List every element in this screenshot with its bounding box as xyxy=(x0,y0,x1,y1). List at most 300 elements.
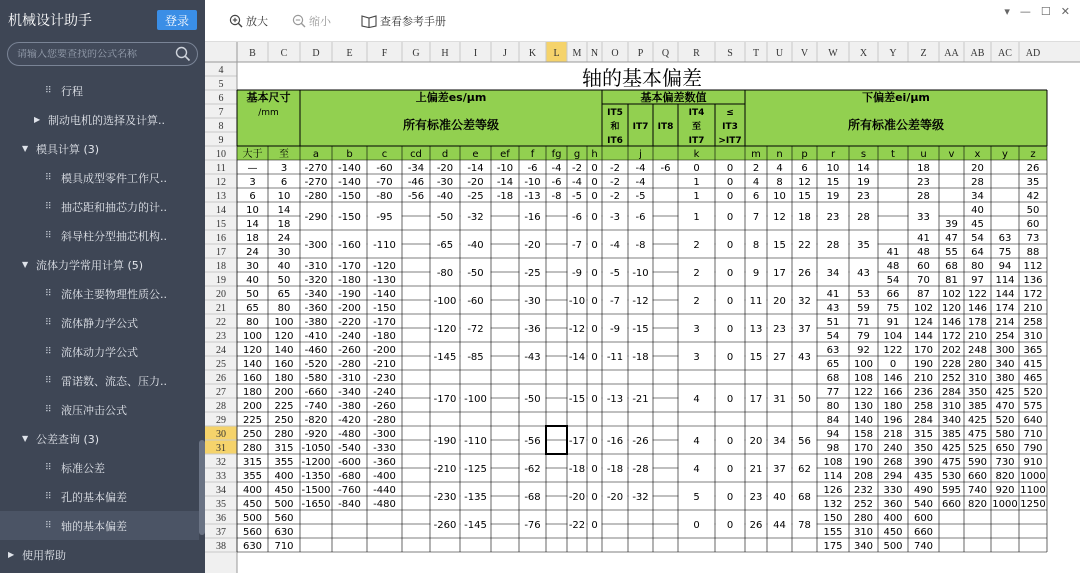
data-cell: 310 xyxy=(853,527,874,538)
data-cell: 14 xyxy=(246,219,259,230)
data-cell: 21 xyxy=(749,464,763,475)
data-cell: 126 xyxy=(823,485,843,496)
deviation-letter: f xyxy=(530,149,535,160)
data-cell: 475 xyxy=(967,429,988,440)
data-cell: -280 xyxy=(338,359,361,370)
tree-item-label: 雷诺数、流态、压力.. xyxy=(61,374,167,388)
deviation-letter: p xyxy=(801,149,808,160)
data-cell: -6 xyxy=(551,177,562,188)
data-cell: 18 xyxy=(277,219,291,230)
data-cell: 19 xyxy=(826,191,840,202)
data-cell: -340 xyxy=(304,289,328,300)
data-cell: -40 xyxy=(467,240,484,251)
data-cell: 37 xyxy=(773,464,786,475)
data-cell: 112 xyxy=(1023,261,1043,272)
data-cell: -14 xyxy=(568,352,586,363)
data-cell: 1000 xyxy=(992,499,1018,510)
data-cell: 54 xyxy=(886,275,900,286)
data-cell: 108 xyxy=(853,373,874,384)
data-cell: 87 xyxy=(917,289,930,300)
row-header: 8 xyxy=(218,121,224,132)
data-cell: 23 xyxy=(773,324,786,335)
data-cell: 248 xyxy=(967,345,988,356)
data-cell: 14 xyxy=(277,205,291,216)
data-cell: 202 xyxy=(941,345,962,356)
data-cell: 92 xyxy=(857,345,870,356)
deviation-letter: r xyxy=(830,149,836,160)
data-cell: -210 xyxy=(433,464,457,475)
data-cell: 525 xyxy=(967,443,988,454)
expand-down-icon[interactable]: ▼ xyxy=(22,260,29,269)
column-header: AB xyxy=(970,48,985,59)
basic-deviation-header: 基本偏差数值 xyxy=(640,91,707,104)
data-cell: -230 xyxy=(433,492,457,503)
upper-deviation-header: 上偏差es/μm xyxy=(415,91,487,104)
deviation-letter: s xyxy=(860,149,867,160)
row-header: 26 xyxy=(216,373,226,384)
data-cell: -260 xyxy=(338,345,361,356)
data-cell: -12 xyxy=(568,324,586,335)
it8-header: IT8 xyxy=(657,122,674,132)
data-cell: -150 xyxy=(338,191,361,202)
data-cell: -16 xyxy=(606,436,624,447)
data-cell: -240 xyxy=(338,331,361,342)
data-cell: -50 xyxy=(467,268,484,279)
tree-item[interactable] xyxy=(0,308,199,337)
data-cell: -480 xyxy=(373,499,396,510)
data-cell: 250 xyxy=(274,415,294,426)
data-cell: 15 xyxy=(749,352,763,363)
data-cell: 100 xyxy=(242,331,263,342)
data-cell: 24 xyxy=(277,233,291,244)
data-cell: 4 xyxy=(693,394,700,405)
data-cell: -80 xyxy=(376,191,393,202)
expand-right-icon[interactable]: ▶ xyxy=(8,550,15,559)
data-cell: 28 xyxy=(857,212,870,223)
data-cell: -200 xyxy=(373,345,396,356)
item-dots-icon: ⠿ xyxy=(45,230,51,241)
data-cell: 65 xyxy=(277,289,291,300)
data-cell: -280 xyxy=(304,191,328,202)
row-header: 36 xyxy=(216,513,226,524)
column-header: L xyxy=(553,48,560,59)
data-cell: -80 xyxy=(436,268,454,279)
column-header: T xyxy=(752,48,760,59)
data-cell: 35 xyxy=(857,240,870,251)
data-cell: 28 xyxy=(826,240,840,251)
tree-item[interactable] xyxy=(0,192,199,221)
data-cell: 385 xyxy=(967,401,988,412)
row-header: 25 xyxy=(216,359,226,370)
data-cell: 190 xyxy=(853,457,874,468)
data-cell: 102 xyxy=(941,289,962,300)
data-cell: 160 xyxy=(242,373,263,384)
data-cell: 660 xyxy=(913,527,934,538)
row-header: 31 xyxy=(216,443,226,454)
data-cell: -300 xyxy=(304,240,328,251)
deviation-letter: y xyxy=(1002,149,1008,160)
data-cell: 500 xyxy=(883,541,903,552)
data-cell: — xyxy=(247,163,258,174)
data-cell: 6 xyxy=(280,177,288,188)
data-cell: 98 xyxy=(826,443,840,454)
toolbar xyxy=(205,0,1080,42)
data-cell: 59 xyxy=(857,303,870,314)
spreadsheet-view[interactable] xyxy=(205,42,1080,573)
data-cell: -8 xyxy=(635,240,646,251)
data-cell: 41 xyxy=(917,233,930,244)
column-header: AD xyxy=(1025,48,1041,59)
data-cell: -18 xyxy=(632,352,649,363)
item-dots-icon: ⠿ xyxy=(45,172,51,183)
data-cell: 54 xyxy=(826,331,840,342)
close-icon[interactable]: ✕ xyxy=(1060,5,1070,18)
zoom-in-label: 放大 xyxy=(246,14,268,28)
data-cell: -1350 xyxy=(301,471,331,482)
data-cell: -2 xyxy=(610,191,620,202)
data-cell: 315 xyxy=(242,457,263,468)
column-header: W xyxy=(828,48,838,59)
data-cell: 146 xyxy=(967,303,988,314)
data-cell: 40 xyxy=(246,275,259,286)
data-cell: 13 xyxy=(749,324,763,335)
data-cell: -9 xyxy=(610,324,620,335)
data-cell: 640 xyxy=(1023,415,1043,426)
data-cell: 178 xyxy=(967,317,988,328)
tree-item[interactable] xyxy=(0,395,199,424)
data-cell: 294 xyxy=(883,471,903,482)
data-cell: -60 xyxy=(376,163,393,174)
data-cell: -26 xyxy=(632,436,649,447)
data-cell: 0 xyxy=(591,163,598,174)
data-cell: 385 xyxy=(941,429,962,440)
tree-item[interactable] xyxy=(0,366,199,395)
tree-item[interactable] xyxy=(0,250,199,279)
tree-item-label: 孔的基本偏差 xyxy=(61,490,127,504)
data-cell: 18 xyxy=(917,163,930,174)
it4-header: IT4 xyxy=(688,108,705,118)
expand-down-icon[interactable]: ▼ xyxy=(22,144,29,153)
deviation-letter: u xyxy=(920,149,927,160)
row-header: 19 xyxy=(216,275,226,286)
tree-item[interactable] xyxy=(0,424,199,453)
data-cell: -420 xyxy=(338,415,361,426)
data-cell: 120 xyxy=(242,345,263,356)
data-cell: -150 xyxy=(338,212,361,223)
tree-item-label: 标准公差 xyxy=(61,461,105,475)
data-cell: 94 xyxy=(998,261,1012,272)
data-cell: 4 xyxy=(693,436,700,447)
data-cell: 0 xyxy=(693,520,700,531)
data-cell: 124 xyxy=(913,317,934,328)
data-cell: 45 xyxy=(971,219,984,230)
data-cell: 19 xyxy=(857,177,870,188)
zoom-in-button[interactable] xyxy=(229,13,268,29)
data-cell: -14 xyxy=(467,163,484,174)
search-icon[interactable] xyxy=(175,46,191,62)
row-header: 35 xyxy=(216,499,226,510)
data-cell: -6 xyxy=(572,212,582,223)
le-header: ≤ xyxy=(726,108,734,118)
tree-item[interactable] xyxy=(0,453,199,482)
data-cell: 65 xyxy=(826,359,840,370)
deviation-letter: g xyxy=(573,149,581,160)
data-cell: 258 xyxy=(1023,317,1043,328)
data-cell: -380 xyxy=(304,317,328,328)
gt-it7-header: >IT7 xyxy=(718,136,742,146)
data-cell: 172 xyxy=(1023,289,1043,300)
data-cell: 4 xyxy=(693,464,700,475)
data-cell: -10 xyxy=(524,177,541,188)
data-cell: 365 xyxy=(1023,345,1043,356)
data-cell: -10 xyxy=(568,296,586,307)
data-cell: 580 xyxy=(995,429,1015,440)
deviation-letter: z xyxy=(1030,149,1036,160)
data-cell: -210 xyxy=(373,359,396,370)
zoom-out-button[interactable] xyxy=(292,13,331,29)
data-cell: 200 xyxy=(274,387,294,398)
column-header: X xyxy=(859,48,868,59)
data-cell: -3 xyxy=(610,212,620,223)
data-cell: 104 xyxy=(883,331,903,342)
data-cell: 122 xyxy=(853,387,874,398)
data-cell: -46 xyxy=(407,177,425,188)
data-cell: 78 xyxy=(798,520,811,531)
data-cell: 310 xyxy=(941,401,962,412)
data-cell: -820 xyxy=(304,415,328,426)
deviation-letter: h xyxy=(591,149,598,160)
tree-item[interactable] xyxy=(0,221,199,250)
row-header: 32 xyxy=(216,457,226,468)
data-cell: 53 xyxy=(857,289,870,300)
deviation-letter: fg xyxy=(551,149,562,160)
data-cell: 51 xyxy=(826,317,840,328)
data-cell: 0 xyxy=(726,268,734,279)
data-cell: -7 xyxy=(610,296,620,307)
deviation-letter: b xyxy=(346,149,353,160)
item-dots-icon: ⠿ xyxy=(45,375,51,386)
data-cell: 63 xyxy=(826,345,840,356)
data-cell: -25 xyxy=(524,268,541,279)
sheet-title: 轴的基本偏差 xyxy=(582,66,702,90)
data-cell: 44 xyxy=(773,520,786,531)
data-cell: -70 xyxy=(376,177,393,188)
data-cell: 0 xyxy=(726,394,734,405)
row-header: 15 xyxy=(216,219,226,230)
row-header: 18 xyxy=(216,261,226,272)
data-cell: 475 xyxy=(941,457,962,468)
column-header: G xyxy=(412,48,420,59)
data-cell: 710 xyxy=(1023,429,1043,440)
data-cell: 390 xyxy=(913,457,934,468)
data-cell: -2 xyxy=(572,163,582,174)
data-cell: -21 xyxy=(632,394,649,405)
data-cell: 18 xyxy=(798,212,811,223)
data-cell: -95 xyxy=(376,212,393,223)
data-cell: 425 xyxy=(941,443,962,454)
data-cell: 79 xyxy=(857,331,870,342)
data-cell: 18 xyxy=(246,233,259,244)
formula-tree xyxy=(0,76,199,569)
it7-header: IT7 xyxy=(688,136,705,146)
data-cell: 144 xyxy=(913,331,934,342)
data-cell: 3 xyxy=(280,163,288,174)
data-cell: -13 xyxy=(606,394,624,405)
data-cell: 41 xyxy=(886,247,900,258)
data-cell: 150 xyxy=(823,513,843,524)
data-cell: 55 xyxy=(945,247,958,258)
data-cell: 0 xyxy=(726,492,734,503)
data-cell: 236 xyxy=(913,387,934,398)
data-cell: -110 xyxy=(464,436,487,447)
data-cell: 68 xyxy=(798,492,811,503)
data-cell: -4 xyxy=(635,177,646,188)
data-cell: -680 xyxy=(338,471,361,482)
login-button[interactable]: 登录 xyxy=(157,10,197,30)
row-header: 27 xyxy=(216,387,226,398)
data-cell: -15 xyxy=(568,394,586,405)
tree-item-label: 使用帮助 xyxy=(22,548,66,562)
data-cell: 310 xyxy=(1023,331,1043,342)
data-cell: 62 xyxy=(798,464,811,475)
data-cell: -160 xyxy=(338,240,361,251)
maximize-icon[interactable]: ☐ xyxy=(1040,5,1051,18)
data-cell: -520 xyxy=(304,359,328,370)
tree-item-label: 制动电机的选择及计算.. xyxy=(48,113,165,127)
data-cell: 175 xyxy=(823,541,843,552)
data-cell: 450 xyxy=(883,527,903,538)
data-cell: -2 xyxy=(610,163,620,174)
column-header: Q xyxy=(661,48,670,59)
data-cell: 81 xyxy=(945,275,958,286)
data-cell: 540 xyxy=(913,499,934,510)
tree-item[interactable] xyxy=(0,279,199,308)
tree-item-label: 行程 xyxy=(61,84,83,98)
data-cell: -62 xyxy=(524,464,541,475)
data-cell: -30 xyxy=(524,296,541,307)
app-title: 机械设计助手 xyxy=(8,13,92,29)
data-cell: -600 xyxy=(338,457,361,468)
data-cell: 196 xyxy=(883,415,903,426)
data-cell: 200 xyxy=(242,401,263,412)
data-cell: 50 xyxy=(246,289,259,300)
data-cell: -72 xyxy=(467,324,484,335)
data-cell: 490 xyxy=(913,485,934,496)
data-cell: -18 xyxy=(606,464,624,475)
lower-deviation-header: 下偏差ei/μm xyxy=(862,91,930,104)
data-cell: -6 xyxy=(527,163,538,174)
data-cell: 140 xyxy=(853,415,874,426)
data-cell: -50 xyxy=(436,212,454,223)
data-cell: 68 xyxy=(945,261,958,272)
data-cell: 2 xyxy=(693,268,700,279)
data-cell: -330 xyxy=(373,443,396,454)
tree-item[interactable] xyxy=(0,163,199,192)
data-cell: -200 xyxy=(338,303,361,314)
tree-item[interactable] xyxy=(0,337,199,366)
data-cell: 70 xyxy=(917,275,930,286)
deviation-letter: v xyxy=(948,149,955,160)
data-cell: 1 xyxy=(693,177,700,188)
data-cell: -17 xyxy=(568,436,586,447)
data-cell: -6 xyxy=(660,163,671,174)
data-cell: 500 xyxy=(274,499,294,510)
column-header: F xyxy=(381,48,388,59)
data-cell: 340 xyxy=(853,541,874,552)
data-cell: 0 xyxy=(726,296,734,307)
data-cell: -660 xyxy=(304,387,328,398)
data-cell: 0 xyxy=(591,520,598,531)
data-cell: 225 xyxy=(274,401,294,412)
data-cell: 740 xyxy=(913,541,934,552)
data-cell: 170 xyxy=(853,443,874,454)
data-cell: 30 xyxy=(277,247,291,258)
data-cell: 40 xyxy=(971,205,984,216)
expand-down-icon[interactable]: ▼ xyxy=(22,434,29,443)
data-cell: -320 xyxy=(304,275,328,286)
tree-item[interactable] xyxy=(0,105,199,134)
data-cell: -14 xyxy=(496,177,514,188)
window-controls xyxy=(1004,5,1070,18)
minimize-icon[interactable]: — xyxy=(1019,5,1031,18)
tree-item[interactable] xyxy=(0,540,199,569)
data-cell: 71 xyxy=(857,317,870,328)
data-cell: 136 xyxy=(1023,275,1043,286)
data-cell: 630 xyxy=(274,527,294,538)
data-cell: 240 xyxy=(883,443,903,454)
data-cell: -25 xyxy=(467,191,484,202)
column-header: U xyxy=(775,48,784,59)
data-cell: 80 xyxy=(826,401,840,412)
all-grades-header: 所有标准公差等级 xyxy=(847,118,945,132)
mm-header: /mm xyxy=(258,108,279,118)
data-cell: 50 xyxy=(798,394,811,405)
data-cell: 0 xyxy=(726,240,734,251)
data-cell: 146 xyxy=(941,317,962,328)
data-cell: 12 xyxy=(798,177,811,188)
it6-header: IT6 xyxy=(607,136,623,146)
search-input[interactable] xyxy=(17,49,175,60)
tree-item[interactable] xyxy=(0,134,199,163)
data-cell: 400 xyxy=(883,513,903,524)
tree-item[interactable] xyxy=(0,76,199,105)
book-icon xyxy=(361,14,377,28)
data-cell: 73 xyxy=(1026,233,1040,244)
column-header: D xyxy=(312,48,320,59)
data-cell: 80 xyxy=(971,261,984,272)
data-cell: -300 xyxy=(373,429,396,440)
data-cell: 450 xyxy=(242,499,263,510)
data-cell: 560 xyxy=(274,513,294,524)
expand-right-icon[interactable]: ▶ xyxy=(34,115,41,124)
tree-item[interactable] xyxy=(0,482,199,511)
it3-header: IT3 xyxy=(722,122,738,132)
data-cell: 60 xyxy=(1026,219,1040,230)
data-cell: -4 xyxy=(610,240,620,251)
pin-icon[interactable]: ▾ xyxy=(1004,5,1010,18)
data-cell: 14 xyxy=(857,163,870,174)
data-cell: 2 xyxy=(693,240,700,251)
data-cell: 26 xyxy=(1026,163,1040,174)
data-cell: 350 xyxy=(913,443,934,454)
data-cell: 28 xyxy=(917,191,930,202)
manual-button[interactable] xyxy=(361,13,446,29)
tree-item[interactable] xyxy=(0,511,199,540)
tree-item-label: 流体力学常用计算 (5) xyxy=(36,258,144,272)
data-cell: -190 xyxy=(338,289,361,300)
data-cell: 144 xyxy=(995,289,1015,300)
data-cell: 0 xyxy=(591,177,598,188)
